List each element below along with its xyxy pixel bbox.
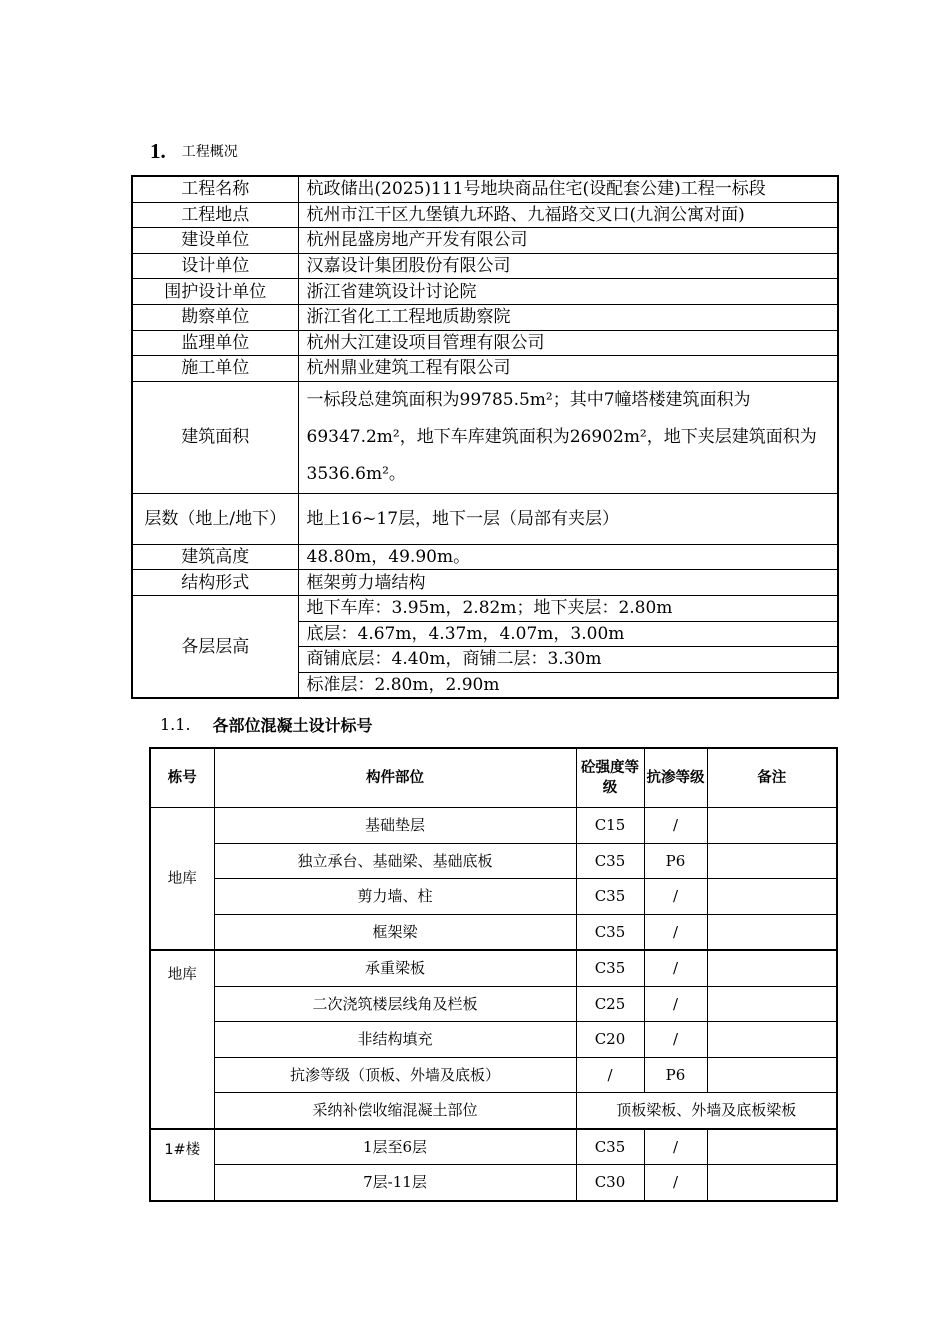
cell-seepage: / (644, 808, 707, 844)
header-note: 备注 (707, 748, 837, 808)
row-value: 杭政储出(2025)111号地块商品住宅(设配套公建)工程一标段 (298, 176, 838, 202)
cell-note (707, 1129, 837, 1165)
table-row (132, 304, 838, 330)
cell-seepage: P6 (644, 843, 707, 879)
row-value: 汉嘉设计集团股份有限公司 (298, 253, 838, 279)
concrete-grade-table (149, 747, 838, 1202)
section-number: 1.1. (160, 714, 191, 734)
row-key: 建设单位 (132, 228, 298, 254)
row-value: 杭州大江建设项目管理有限公司 (298, 330, 838, 356)
row-value: 杭州鼎业建筑工程有限公司 (298, 356, 838, 382)
row-key: 勘察单位 (132, 304, 298, 330)
table-row (150, 1129, 837, 1165)
cell-note (707, 843, 837, 879)
cell-part: 承重梁板 (214, 950, 576, 986)
row-value: 标准层：2.80m，2.90m (298, 672, 838, 698)
cell-grade: C35 (576, 879, 644, 915)
cell-grade: / (576, 1057, 644, 1093)
cell-seepage: / (644, 1129, 707, 1165)
group-label: 地库 (150, 950, 214, 1129)
table-row (132, 493, 838, 544)
header-building: 栋号 (150, 748, 214, 808)
table-row (132, 330, 838, 356)
row-key: 施工单位 (132, 356, 298, 382)
row-value: 浙江省建筑设计讨论院 (298, 279, 838, 305)
row-key: 监理单位 (132, 330, 298, 356)
cell-grade: C20 (576, 1022, 644, 1058)
cell-part: 抗渗等级（顶板、外墙及底板） (214, 1057, 576, 1093)
cell-part: 框架梁 (214, 914, 576, 950)
row-value: 地下车库：3.95m，2.82m；地下夹层：2.80m (298, 595, 838, 621)
table-row (150, 950, 837, 986)
cell-grade: C35 (576, 1129, 644, 1165)
row-key: 建筑面积 (132, 381, 298, 493)
table-row (132, 202, 838, 228)
table-row (150, 986, 837, 1022)
cell-part: 剪力墙、柱 (214, 879, 576, 915)
cell-note (707, 879, 837, 915)
row-key: 工程地点 (132, 202, 298, 228)
table-row (132, 595, 838, 621)
header-seepage: 抗渗等级 (644, 748, 707, 808)
table-row (150, 1165, 837, 1201)
row-key: 层数（地上/地下） (132, 493, 298, 544)
table-row (150, 879, 837, 915)
table-row (132, 381, 838, 493)
cell-part: 基础垫层 (214, 808, 576, 844)
cell-note (707, 1022, 837, 1058)
table-row (132, 570, 838, 596)
table-row (132, 176, 838, 202)
row-key: 建筑高度 (132, 544, 298, 570)
cell-grade: C35 (576, 914, 644, 950)
table-row (132, 228, 838, 254)
cell-note (707, 914, 837, 950)
cell-part: 采纳补偿收缩混凝土部位 (214, 1093, 576, 1129)
section-title: 各部位混凝土设计标号 (212, 715, 373, 735)
cell-seepage: / (644, 914, 707, 950)
row-value: 地上16~17层，地下一层（局部有夹层） (298, 493, 838, 544)
row-value: 底层：4.67m，4.37m，4.07m，3.00m (298, 621, 838, 647)
cell-grade: C25 (576, 986, 644, 1022)
table-row (150, 843, 837, 879)
group-label: 地库 (150, 808, 214, 951)
table-row (132, 253, 838, 279)
row-value: 48.80m，49.90m。 (298, 544, 838, 570)
project-overview-table (131, 175, 839, 699)
cell-note (707, 1057, 837, 1093)
section-title: 工程概况 (181, 144, 238, 160)
table-row (150, 1057, 837, 1093)
row-value: 框架剪力墙结构 (298, 570, 838, 596)
row-value: 一标段总建筑面积为99785.5m²；其中7幢塔楼建筑面积为69347.2m²，地下车库建筑面积为26902m²，地下夹层建筑面积为3536.6m²。 (298, 381, 838, 493)
row-value: 杭州昆盛房地产开发有限公司 (298, 228, 838, 254)
section-heading-1-1 (160, 712, 373, 736)
cell-seepage: / (644, 1022, 707, 1058)
table-row (132, 356, 838, 382)
cell-grade: C15 (576, 808, 644, 844)
row-value: 商铺底层：4.40m，商铺二层：3.30m (298, 647, 838, 673)
cell-note (707, 808, 837, 844)
cell-part: 非结构填充 (214, 1022, 576, 1058)
table-row (150, 1093, 837, 1129)
cell-grade: C35 (576, 950, 644, 986)
cell-seepage: / (644, 950, 707, 986)
cell-seepage: / (644, 879, 707, 915)
cell-seepage: / (644, 1165, 707, 1201)
cell-note (707, 1165, 837, 1201)
row-key: 各层层高 (132, 595, 298, 698)
group-label: 1#楼 (150, 1129, 214, 1201)
table-row (132, 544, 838, 570)
cell-seepage: P6 (644, 1057, 707, 1093)
row-key: 工程名称 (132, 176, 298, 202)
row-value: 杭州市江干区九堡镇九环路、九福路交叉口(九润公寓对面) (298, 202, 838, 228)
table-row (150, 808, 837, 844)
section-number: 1. (150, 138, 166, 163)
section-heading-1 (150, 138, 238, 164)
cell-part: 7层-11层 (214, 1165, 576, 1201)
table-row (150, 914, 837, 950)
cell-grade: C35 (576, 843, 644, 879)
row-key: 设计单位 (132, 253, 298, 279)
cell-note (707, 986, 837, 1022)
cell-part: 二次浇筑楼层线角及栏板 (214, 986, 576, 1022)
row-key: 结构形式 (132, 570, 298, 596)
table-header-row (150, 748, 837, 808)
cell-part: 独立承台、基础梁、基础底板 (214, 843, 576, 879)
table-row (150, 1022, 837, 1058)
table-row (132, 279, 838, 305)
cell-seepage: / (644, 986, 707, 1022)
row-value: 浙江省化工工程地质勘察院 (298, 304, 838, 330)
cell-grade: C30 (576, 1165, 644, 1201)
cell-note (707, 950, 837, 986)
cell-part: 1层至6层 (214, 1129, 576, 1165)
cell-merged-note: 顶板梁板、外墙及底板梁板 (576, 1093, 837, 1129)
header-part: 构件部位 (214, 748, 576, 808)
header-grade: 砼强度等级 (576, 748, 644, 808)
row-key: 围护设计单位 (132, 279, 298, 305)
